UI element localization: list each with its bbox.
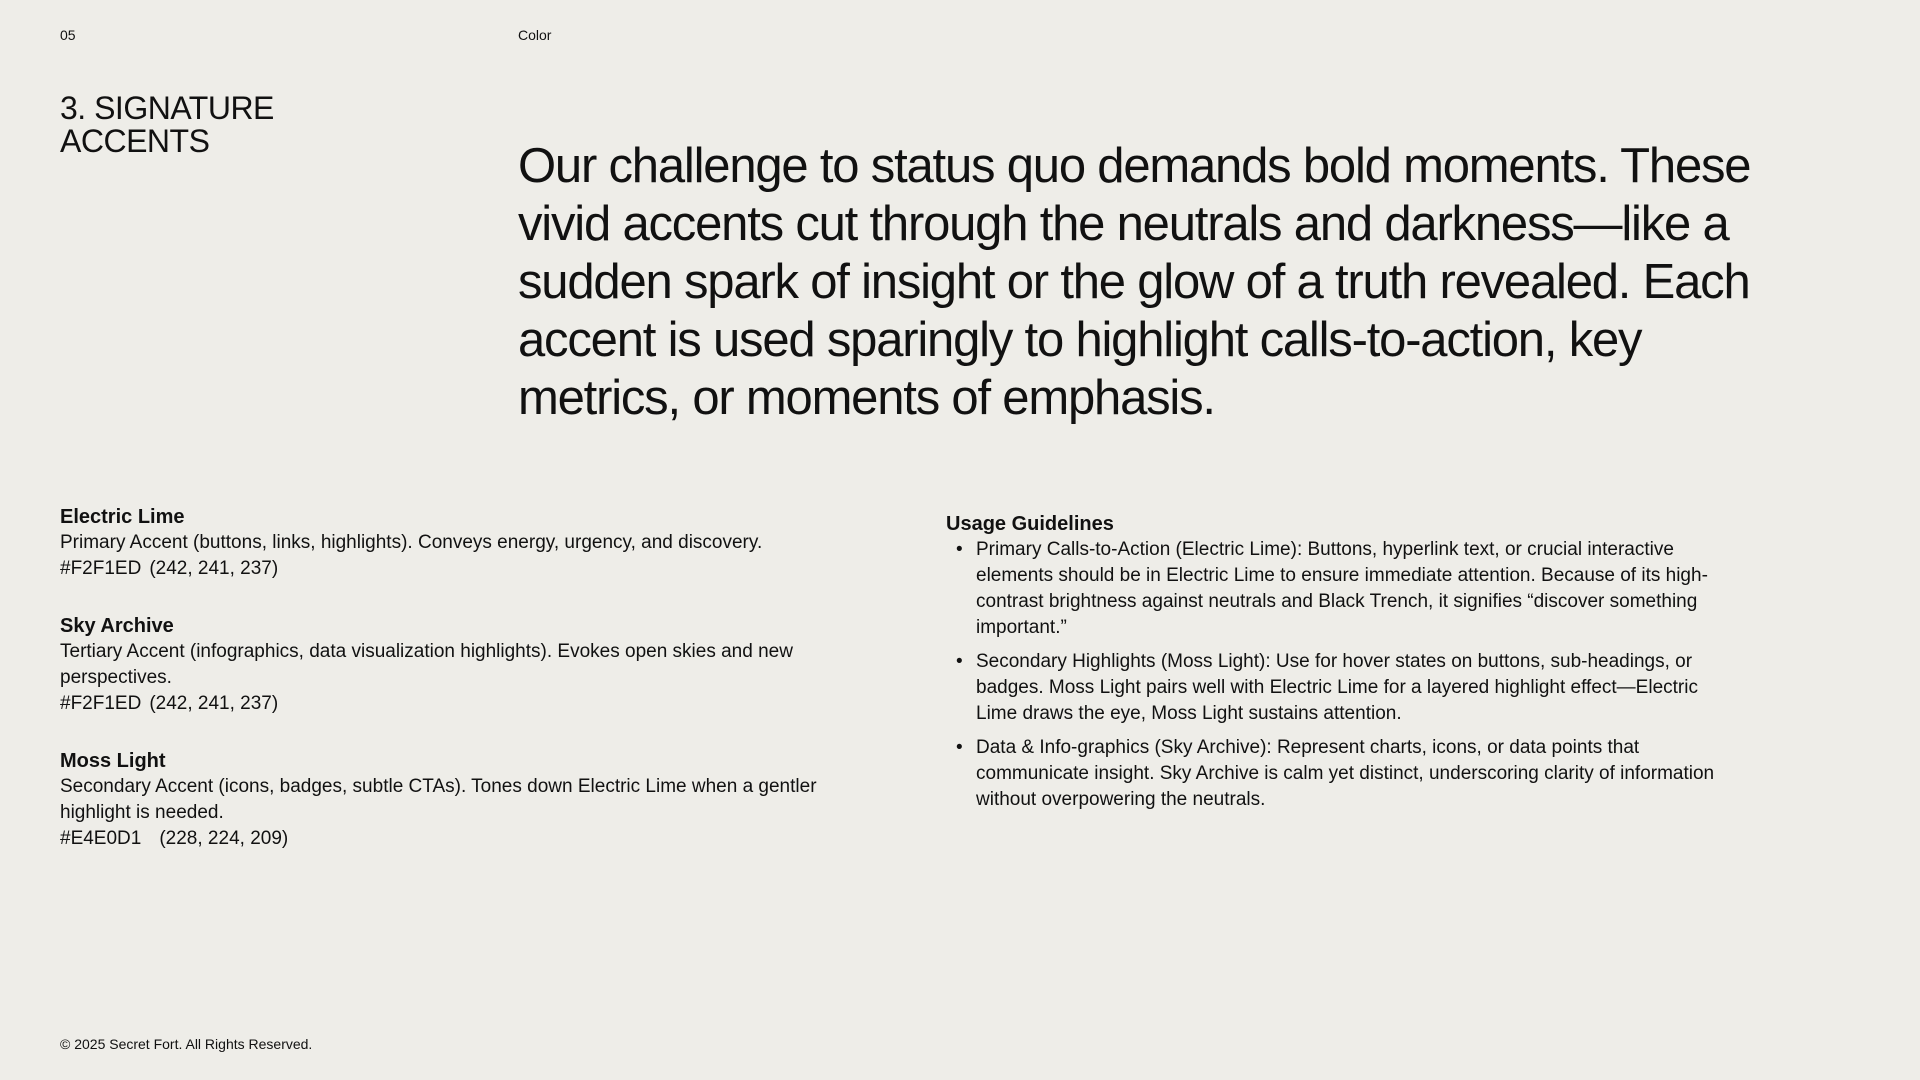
guidelines-heading: Usage Guidelines	[946, 513, 1114, 535]
color-code	[60, 691, 820, 717]
color-hex: #F2F1ED	[60, 558, 142, 579]
color-hex: #F2F1ED	[60, 693, 142, 714]
page-title: 3. SIGNATURE ACCENTS	[60, 90, 274, 159]
guideline-text: Primary Calls-to-Action (Electric Lime): Buttons, hyperlink text, or crucial interactive elements should be in Electric Lime to ensure immediate attention. Because of its high-contrast brightness against neutrals and Black Trench, it signifies “discover something important.”	[976, 539, 1708, 638]
color-rgb: (242, 241, 237)	[149, 558, 279, 579]
usage-guidelines	[946, 511, 1716, 821]
guideline-text: Data & Info-graphics (Sky Archive): Represent charts, icons, or data points that communicate insight. Sky Archive is calm yet distinct, underscoring clarity of information without overpowering the neutrals.	[976, 737, 1715, 810]
section-label: Color	[518, 27, 552, 43]
color-rgb: (242, 241, 237)	[149, 693, 279, 714]
accent-color-list	[60, 504, 820, 883]
guideline-item	[946, 537, 1716, 641]
bullet-icon: •	[956, 539, 963, 560]
color-name: Electric Lime	[60, 506, 185, 528]
color-entry-sky-archive	[60, 613, 820, 717]
bullet-icon: •	[956, 651, 963, 672]
color-code	[60, 826, 820, 852]
guidelines-list	[946, 537, 1716, 813]
color-rgb: (228, 224, 209)	[159, 828, 289, 849]
color-hex: #E4E0D1	[60, 828, 142, 849]
color-name: Moss Light	[60, 750, 166, 772]
color-entry-electric-lime	[60, 504, 820, 582]
intro-statement: Our challenge to status quo demands bold moments. These vivid accents cut through the neutrals and darkness—like a sudden spark of insight or the glow of a truth revealed. Each accent is used sparingly to highlight calls-to-action, key metrics, or moments of emphasis.	[518, 139, 1751, 425]
bullet-icon: •	[956, 737, 963, 758]
guideline-item	[946, 735, 1716, 813]
copyright-footer: © 2025 Secret Fort. All Rights Reserved.	[60, 1036, 313, 1052]
page-number: 05	[60, 27, 76, 43]
guideline-text: Secondary Highlights (Moss Light): Use for hover states on buttons, sub-headings, or badges. Moss Light pairs well with Electric Lime for a layered highlight effect—Electric Lime draws the eye, Moss Light sustains attention.	[976, 651, 1698, 724]
color-name: Sky Archive	[60, 615, 174, 637]
color-description: Primary Accent (buttons, links, highlights). Conveys energy, urgency, and discovery.	[60, 532, 763, 553]
guideline-item	[946, 649, 1716, 727]
color-description: Secondary Accent (icons, badges, subtle CTAs). Tones down Electric Lime when a gentler highlight is needed.	[60, 776, 817, 823]
color-description: Tertiary Accent (infographics, data visualization highlights). Evokes open skies and new perspectives.	[60, 641, 793, 688]
color-entry-moss-light	[60, 748, 820, 852]
color-code	[60, 556, 820, 582]
